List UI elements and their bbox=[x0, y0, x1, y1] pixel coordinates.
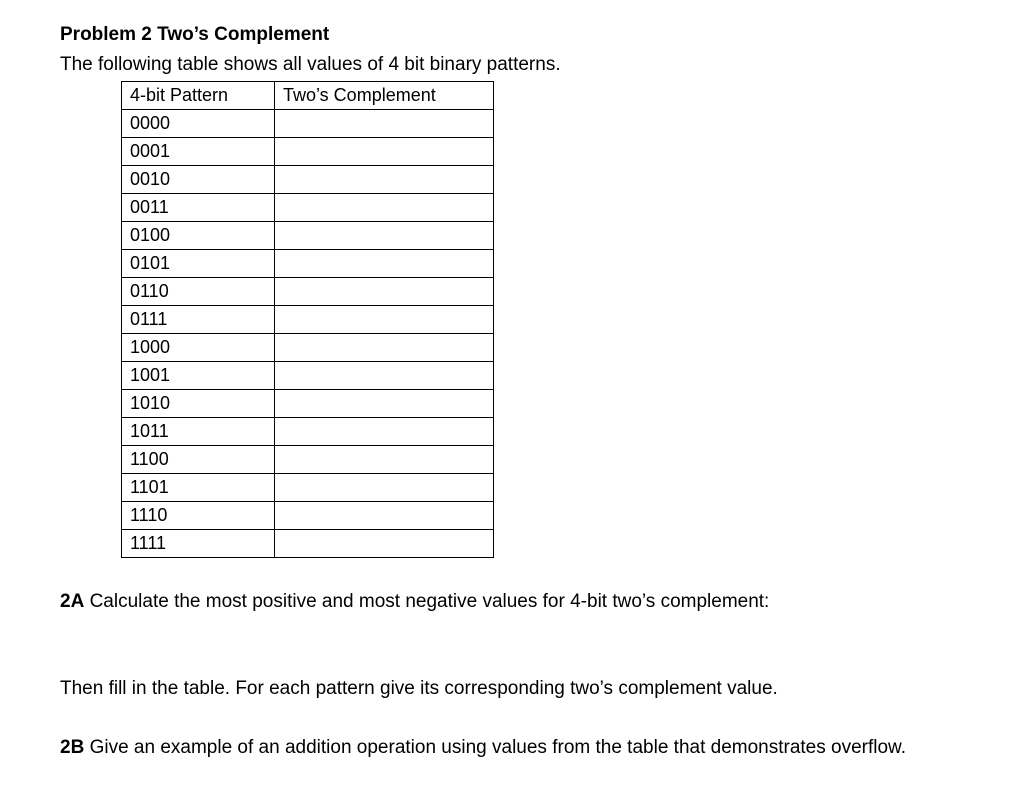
table-row bbox=[122, 250, 494, 278]
fill-instruction: Then fill in the table. For each pattern give its corresponding two’s complement value. bbox=[60, 678, 778, 699]
question-2b-label: 2B bbox=[60, 737, 85, 758]
pattern-table bbox=[121, 81, 494, 558]
pattern-cell: 0111 bbox=[122, 306, 275, 334]
problem-heading: Problem 2 Two’s Complement bbox=[60, 24, 330, 45]
pattern-cell: 1110 bbox=[122, 502, 275, 530]
intro-text: The following table shows all values of 4 bit binary patterns. bbox=[60, 54, 561, 75]
table-header-row bbox=[122, 82, 494, 110]
table-row bbox=[122, 474, 494, 502]
twos-complement-cell bbox=[275, 222, 494, 250]
header-twos-complement: Two’s Complement bbox=[275, 82, 494, 110]
twos-complement-cell bbox=[275, 362, 494, 390]
twos-complement-cell bbox=[275, 530, 494, 558]
twos-complement-cell bbox=[275, 250, 494, 278]
question-2b-text: Give an example of an addition operation using values from the table that demonstrates overflow. bbox=[84, 737, 907, 758]
pattern-cell: 0001 bbox=[122, 138, 275, 166]
pattern-cell: 0101 bbox=[122, 250, 275, 278]
table-row bbox=[122, 222, 494, 250]
table-row bbox=[122, 194, 494, 222]
table-row bbox=[122, 334, 494, 362]
twos-complement-cell bbox=[275, 446, 494, 474]
twos-complement-cell bbox=[275, 418, 494, 446]
twos-complement-cell bbox=[275, 110, 494, 138]
table-row bbox=[122, 306, 494, 334]
table-row bbox=[122, 530, 494, 558]
table-row bbox=[122, 166, 494, 194]
pattern-cell: 1101 bbox=[122, 474, 275, 502]
question-2b bbox=[60, 737, 906, 759]
header-pattern: 4-bit Pattern bbox=[122, 82, 275, 110]
pattern-cell: 1011 bbox=[122, 418, 275, 446]
twos-complement-cell bbox=[275, 502, 494, 530]
pattern-cell: 0011 bbox=[122, 194, 275, 222]
pattern-cell: 1000 bbox=[122, 334, 275, 362]
pattern-cell: 1111 bbox=[122, 530, 275, 558]
twos-complement-cell bbox=[275, 278, 494, 306]
table-row bbox=[122, 502, 494, 530]
pattern-cell: 0110 bbox=[122, 278, 275, 306]
pattern-cell: 1001 bbox=[122, 362, 275, 390]
pattern-cell: 0010 bbox=[122, 166, 275, 194]
twos-complement-cell bbox=[275, 334, 494, 362]
pattern-cell: 1010 bbox=[122, 390, 275, 418]
question-2a-text: Calculate the most positive and most negative values for 4-bit two’s complement: bbox=[84, 591, 770, 612]
table-row bbox=[122, 418, 494, 446]
table-row bbox=[122, 278, 494, 306]
table-row bbox=[122, 362, 494, 390]
twos-complement-cell bbox=[275, 474, 494, 502]
question-2a bbox=[60, 591, 769, 613]
pattern-cell: 0000 bbox=[122, 110, 275, 138]
table-row bbox=[122, 390, 494, 418]
table-body bbox=[122, 110, 494, 558]
twos-complement-cell bbox=[275, 306, 494, 334]
table-row bbox=[122, 138, 494, 166]
twos-complement-cell bbox=[275, 194, 494, 222]
table-row bbox=[122, 446, 494, 474]
table-row bbox=[122, 110, 494, 138]
twos-complement-cell bbox=[275, 138, 494, 166]
twos-complement-cell bbox=[275, 390, 494, 418]
twos-complement-cell bbox=[275, 166, 494, 194]
question-2a-label: 2A bbox=[60, 591, 85, 612]
pattern-cell: 1100 bbox=[122, 446, 275, 474]
pattern-cell: 0100 bbox=[122, 222, 275, 250]
